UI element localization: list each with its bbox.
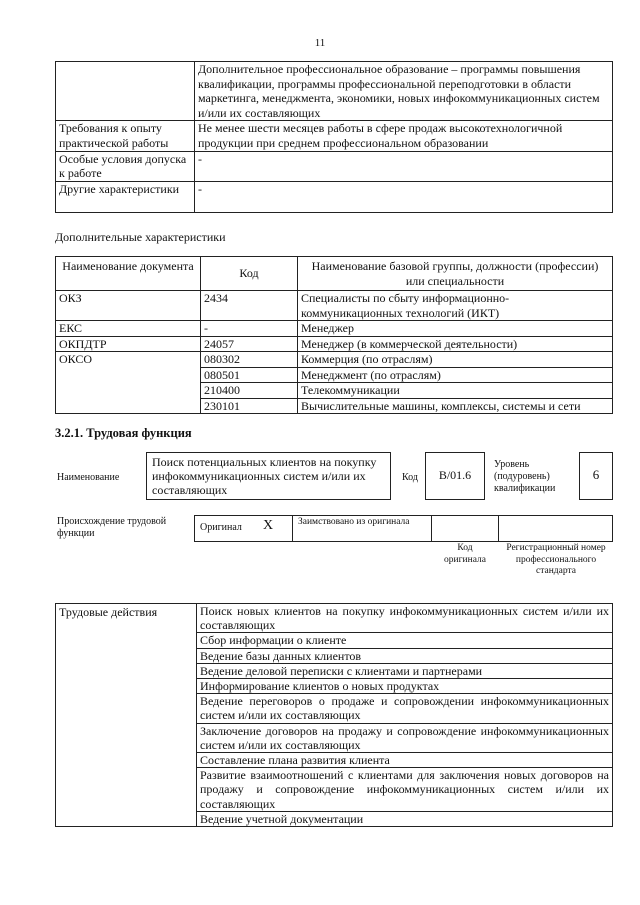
reg-number-label: Регистрационный номер профессионального стандарта	[506, 543, 606, 576]
doc-cell: ОКЗ	[56, 291, 201, 321]
table-row	[56, 151, 613, 181]
labor-action-item: Заключение договоров на продажу и сопровождение инфокоммуникационных систем и/или их составляющих	[197, 723, 613, 752]
function-code-box: B/01.6	[425, 452, 485, 500]
table-row	[56, 352, 613, 368]
table-cell-label: Особые условия допуска к работе	[56, 151, 195, 181]
name-cell: Коммерция (по отраслям)	[298, 352, 613, 368]
divider	[431, 515, 432, 542]
additional-characteristics-title: Дополнительные характеристики	[55, 230, 226, 244]
labor-action-item: Поиск новых клиентов на покупку инфокоммуникационных систем и/или их составляющих	[197, 604, 613, 633]
table-row	[56, 321, 613, 337]
qualification-requirements-table	[55, 61, 613, 213]
labor-action-item: Сбор информации о клиенте	[197, 633, 613, 648]
table-row	[56, 181, 613, 212]
table-cell-value: Не менее шести месяцев работы в сфере продаж высокотехнологичной продукции при среднем профессиональном образовании	[195, 121, 613, 151]
code-cell: 2434	[201, 291, 298, 321]
code-label: Код	[402, 472, 418, 483]
code-cell: 230101	[201, 398, 298, 414]
table-cell-value: Дополнительное профессиональное образование – программы повышения квалификации, программы профессиональной переподготовки в области маркетинга, менеджмента, экономики, новых инфокоммуникационных систем и/или их составляющих	[195, 62, 613, 121]
table-cell-label	[56, 62, 195, 121]
name-label: Наименование	[57, 472, 120, 483]
table-row	[56, 604, 613, 633]
level-value-box: 6	[579, 452, 613, 500]
column-header-code: Код	[201, 257, 298, 291]
code-cell: 080501	[201, 367, 298, 383]
code-cell: 080302	[201, 352, 298, 368]
name-cell: Менеджер	[298, 321, 613, 337]
labor-action-item: Информирование клиентов о новых продуктах	[197, 679, 613, 694]
labor-action-item: Ведение учетной документации	[197, 811, 613, 826]
divider	[498, 515, 499, 542]
doc-cell: ОКПДТР	[56, 336, 201, 352]
origin-label: Происхождение трудовой функции	[57, 516, 167, 539]
name-cell: Менеджер (в коммерческой деятельности)	[298, 336, 613, 352]
table-row	[56, 336, 613, 352]
doc-cell: ЕКС	[56, 321, 201, 337]
labor-action-item: Ведение базы данных клиентов	[197, 648, 613, 663]
labor-action-item: Развитие взаимоотношений с клиентами для заключения новых договоров на продажу и сопровождение инфокоммуникационных систем и/или их составляющих	[197, 768, 613, 812]
table-cell-label: Другие характеристики	[56, 181, 195, 212]
function-heading: 3.2.1. Трудовая функция	[55, 426, 192, 440]
column-header-document: Наименование документа	[56, 257, 201, 291]
doc-cell: ОКСО	[56, 352, 201, 414]
code-cell: 24057	[201, 336, 298, 352]
table-header-row	[56, 257, 613, 291]
table-row	[56, 62, 613, 121]
name-cell: Телекоммуникации	[298, 383, 613, 399]
table-cell-value: -	[195, 181, 613, 212]
labor-action-item: Ведение переговоров о продаже и сопровождении инфокоммуникационных систем и/или их составляющих	[197, 694, 613, 723]
labor-actions-table	[55, 603, 613, 827]
name-cell: Вычислительные машины, комплексы, системы и сети	[298, 398, 613, 414]
function-name-box: Поиск потенциальных клиентов на покупку инфокоммуникационных систем и/или их составляющих	[146, 452, 391, 500]
divider	[292, 515, 293, 542]
name-cell: Менеджмент (по отраслям)	[298, 367, 613, 383]
original-mark: X	[263, 518, 274, 533]
borrowed-label: Заимствовано из оригинала	[298, 517, 410, 527]
table-cell-value: -	[195, 151, 613, 181]
table-row	[56, 121, 613, 151]
table-row	[56, 291, 613, 321]
additional-characteristics-table	[55, 256, 613, 414]
labor-action-item: Составление плана развития клиента	[197, 753, 613, 768]
page-number: 11	[314, 37, 326, 49]
code-cell: 210400	[201, 383, 298, 399]
labor-action-item: Ведение деловой переписки с клиентами и партнерами	[197, 663, 613, 678]
original-label: Оригинал	[200, 522, 242, 533]
code-original-label: Код оригинала	[444, 543, 486, 565]
labor-actions-label: Трудовые действия	[56, 604, 197, 827]
column-header-name: Наименование базовой группы, должности (профессии) или специальности	[298, 257, 613, 291]
level-label: Уровень (подуровень) квалификации	[494, 459, 556, 494]
code-cell: -	[201, 321, 298, 337]
name-cell: Специалисты по сбыту информационно-коммуникационных технологий (ИКТ)	[298, 291, 613, 321]
table-cell-label: Требования к опыту практической работы	[56, 121, 195, 151]
